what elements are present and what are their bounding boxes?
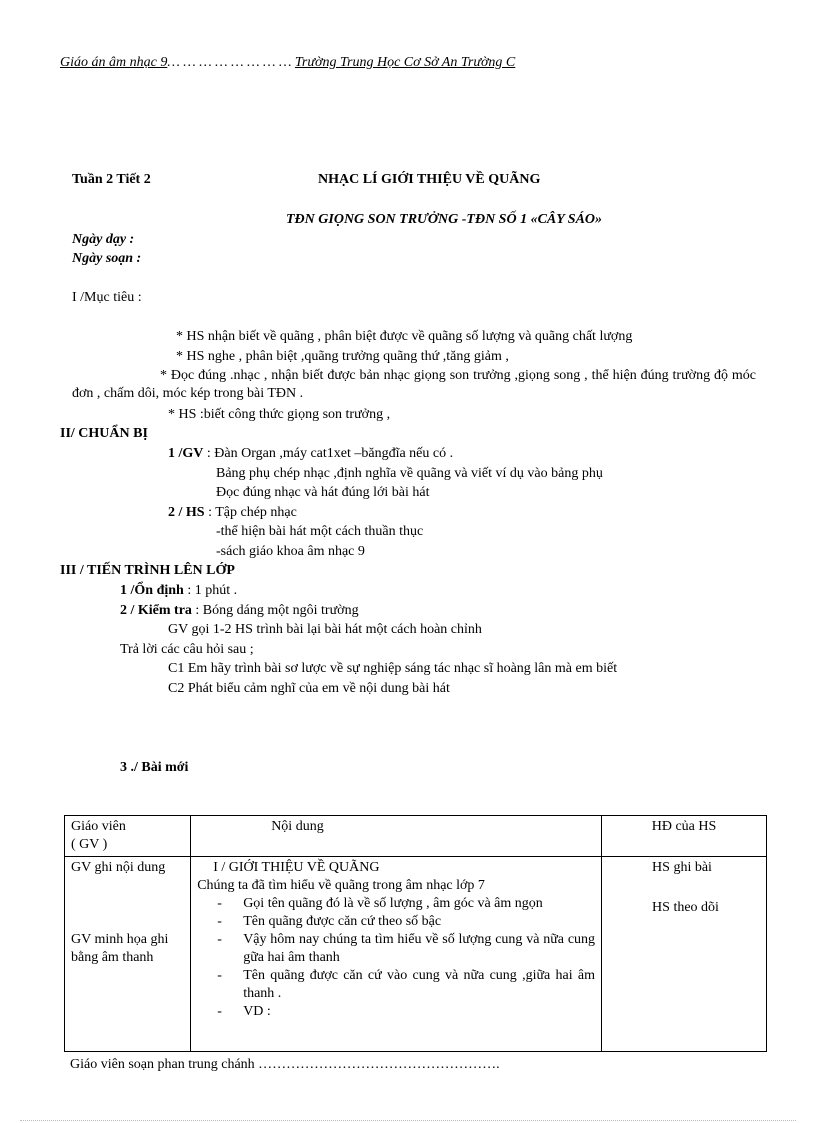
header-teacher [65, 816, 191, 857]
gv-label: 1 /GV [168, 446, 204, 461]
student-activity: HS ghi bài [652, 860, 712, 875]
answer-intro: Trả lời các câu hỏi sau ; [120, 642, 254, 657]
hs-line: : Tập chép nhạc [208, 505, 297, 520]
date-teach: Ngày dạy : [72, 232, 135, 247]
header-teacher-label: Giáo viên ( GV ) [71, 819, 126, 852]
hs-line: -sách giáo khoa âm nhạc 9 [216, 544, 365, 559]
week-label: Tuần 2 Tiết 2 [72, 172, 151, 187]
hs-line: -thể hiện bài hát một cách thuần thục [216, 524, 424, 539]
section3-heading: III / TIẾN TRÌNH LÊN LỚP [60, 563, 235, 578]
step1 [120, 582, 237, 600]
objective-item: * HS :biết công thức giọng son trưởng , [168, 407, 391, 422]
page-header [60, 54, 515, 72]
objective-item: * HS nhận biết về quãng , phân biệt được về quãng số lượng và quãng chất lượng [176, 329, 633, 344]
header-left: Giáo án âm nhạc 9 [60, 55, 168, 70]
objective-item: * HS nghe , phân biệt ,quãng trưởng quãng thứ ,tăng giảm , [176, 349, 509, 364]
teacher-activity: GV ghi nội dung [71, 860, 166, 875]
date-prep: Ngày soạn : [72, 251, 142, 266]
step1-label: 1 /Ổn định [120, 583, 184, 598]
teacher-cell [65, 857, 191, 1052]
gv-line: : Đàn Organ ,máy cat1xet –băngđĩa nếu có . [206, 446, 454, 461]
content-cell [191, 857, 602, 1052]
list-item: - Gọi tên quãng đó là về số lượng , âm góc và âm ngọn [217, 895, 595, 913]
page-bottom-divider [20, 1120, 796, 1121]
list-item: - VD : [217, 1003, 595, 1021]
list-item: - Tên quãng được căn cứ vào cung và nữa cung ,giữa hai âm thanh . [217, 967, 595, 1003]
header-student: HĐ của HS [602, 816, 767, 857]
header-dots: … … … … … … … … [167, 55, 292, 70]
page-footer: Giáo viên soạn phan trung chánh ……………………………………………. [70, 1057, 500, 1072]
content-title: I / GIỚI THIỆU VỀ QUÃNG [213, 860, 380, 875]
table-row [65, 857, 767, 1052]
step3-label: 3 ./ Bài mới [120, 760, 189, 775]
content-intro: Chúng ta đã tìm hiểu về quãng trong âm nhạc lớp 7 [197, 878, 485, 893]
header-content: Nội dung [191, 816, 602, 857]
student-cell [602, 857, 767, 1052]
table-header-row [65, 816, 767, 857]
step2 [120, 602, 359, 620]
content-list [197, 895, 595, 1021]
gv-line: Đọc đúng nhạc và hát đúng lới bài hát [216, 485, 430, 500]
question-2: C2 Phát biểu cảm nghĩ của em về nội dung bài hát [168, 681, 450, 696]
section1-heading: I /Mục tiêu : [72, 290, 142, 305]
teacher-activity: GV minh họa ghi bằng âm thanh [71, 932, 169, 965]
gv-line: Bảng phụ chép nhạc ,định nghĩa về quãng và viết ví dụ vào bảng phụ [216, 466, 603, 481]
student-activity: HS theo dõi [652, 900, 719, 915]
list-item: - Tên quãng được căn cứ theo số bậc [217, 913, 595, 931]
step2-label: 2 / Kiểm tra [120, 603, 192, 618]
step2-text: : Bóng dáng một ngôi trường [191, 603, 359, 618]
gv-prep [168, 445, 453, 463]
hs-prep [168, 504, 297, 522]
section2-heading: II/ CHUẨN BỊ [60, 426, 148, 441]
lesson-title: NHẠC LÍ GIỚI THIỆU VỀ QUÃNG [318, 172, 541, 187]
hs-label: 2 / HS [168, 505, 205, 520]
step2-line2: GV gọi 1-2 HS trình bài lại bài hát một cách hoàn chỉnh [168, 622, 482, 637]
question-1: C1 Em hãy trình bài sơ lược về sự nghiệp sáng tác nhạc sĩ hoàng lân mà em biết [168, 661, 618, 676]
lesson-table [64, 815, 767, 1052]
step1-text: : 1 phút . [183, 583, 238, 598]
header-right: Trường Trung Học Cơ Sở An Trường C [294, 55, 516, 70]
list-item: - Vậy hôm nay chúng ta tìm hiểu về số lượng cung và nữa cung gữa hai âm thanh [217, 931, 595, 967]
objective-item: * Đọc đúng .nhạc , nhận biết được bản nhạc giọng son trưởng ,giọng song , thể hiện đúng trường độ móc đơn , chấm dôi, móc kép trong bài TĐN . [72, 368, 756, 401]
lesson-subtitle: TĐN GIỌNG SON TRƯỞNG -TĐN SỐ 1 «CÂY SÁO» [286, 212, 603, 227]
